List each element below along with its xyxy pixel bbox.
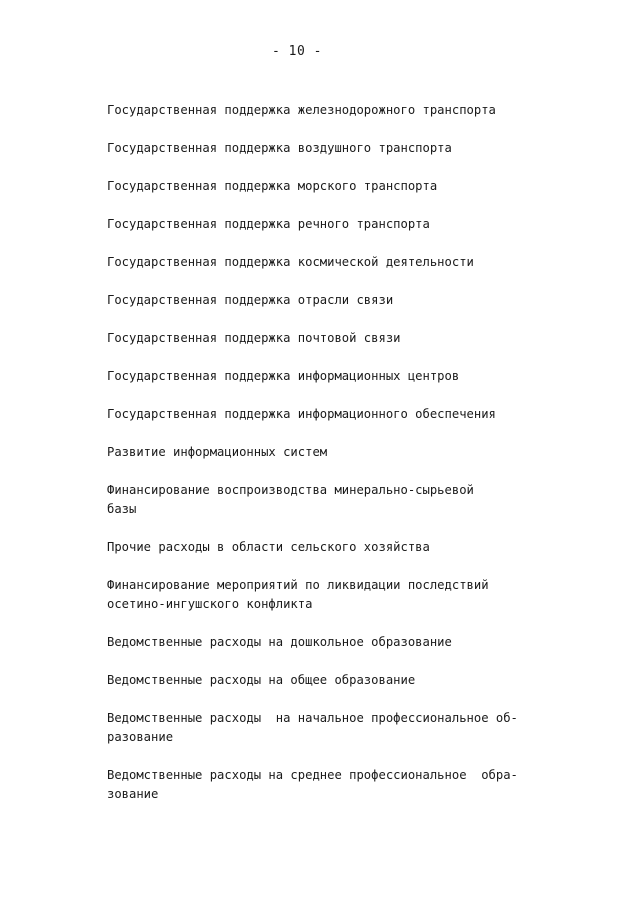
list-item [107,253,547,272]
list-item-line: разование [107,730,174,744]
list-item [107,576,547,614]
list-item-line: Ведомственные расходы на дошкольное образование [107,635,452,649]
list-item-line: Прочие расходы в области сельского хозяйства [107,540,430,554]
list-item [107,443,547,462]
list-item-line: Государственная поддержка морского транспорта [107,179,438,193]
list-item-line: базы [107,502,137,516]
list-item-line: Государственная поддержка воздушного транспорта [107,141,452,155]
list-item-line: Государственная поддержка почтовой связи [107,331,401,345]
list-item-line: Финансирование мероприятий по ликвидации последствий [107,578,489,592]
list-item-line: Государственная поддержка отрасли связи [107,293,394,307]
list-item [107,671,547,690]
list-item [107,481,547,519]
list-item-line: Государственная поддержка железнодорожного транспорта [107,103,496,117]
list-item [107,709,547,747]
list-item-line: Государственная поддержка информационного обеспечения [107,407,496,421]
list-item [107,405,547,424]
list-item [107,177,547,196]
list-item [107,291,547,310]
list-item [107,139,547,158]
list-item [107,329,547,348]
list-item [107,766,547,804]
list-item-line: Ведомственные расходы на общее образование [107,673,416,687]
list-item-line: Развитие информационных систем [107,445,328,459]
list-item-line: Ведомственные расходы на начальное профессиональное об- [107,711,518,725]
list-item-line: зование [107,787,159,801]
budget-items-list [107,101,547,823]
list-item-line: осетино-ингушского конфликта [107,597,313,611]
list-item-line: Финансирование воспроизводства минерально-сырьевой [107,483,474,497]
page-number: - 10 - [272,44,322,59]
list-item-line: Ведомственные расходы на среднее профессиональное обра- [107,768,518,782]
list-item [107,633,547,652]
list-item [107,538,547,557]
list-item-line: Государственная поддержка речного транспорта [107,217,430,231]
list-item [107,367,547,386]
list-item-line: Государственная поддержка космической деятельности [107,255,474,269]
list-item-line: Государственная поддержка информационных центров [107,369,460,383]
list-item [107,215,547,234]
list-item [107,101,547,120]
